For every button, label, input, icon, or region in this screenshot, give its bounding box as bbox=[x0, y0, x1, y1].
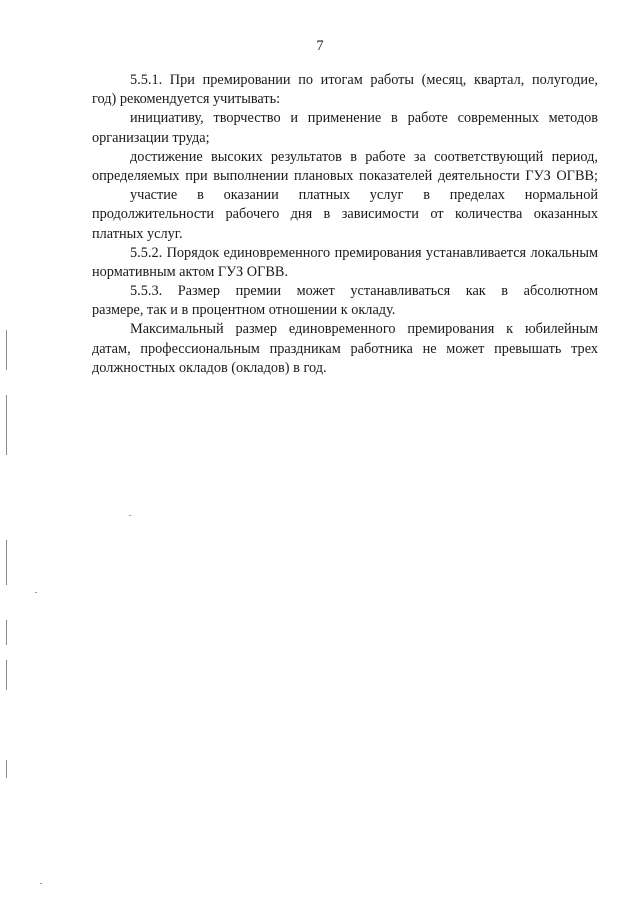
page-number: 7 bbox=[316, 38, 324, 54]
text-line: нормативным актом ГУЗ ОГВВ. bbox=[92, 263, 289, 280]
scan-artifact bbox=[6, 540, 7, 585]
scan-artifact bbox=[40, 883, 42, 884]
document-body bbox=[92, 71, 598, 378]
scan-artifact bbox=[6, 660, 7, 690]
scan-artifact bbox=[6, 330, 7, 370]
text-line: достижение высоких результатов в работе за соответствующий период, bbox=[130, 148, 598, 165]
text-line: участие в оказании платных услуг в пределах нормальной bbox=[130, 187, 598, 204]
text-line: 5.5.3. Размер премии может устанавливаться как в абсолютном bbox=[130, 283, 598, 300]
scan-artifact bbox=[6, 620, 7, 645]
text-line: платных услуг. bbox=[92, 225, 183, 242]
text-line: 5.5.2. Порядок единовременного премирования устанавливается локальным bbox=[130, 244, 598, 261]
text-line: датам, профессиональным праздникам работника не может превышать трех bbox=[92, 340, 598, 357]
text-line: организации труда; bbox=[92, 129, 210, 146]
text-line: 5.5.1. При премировании по итогам работы (месяц, квартал, полугодие, bbox=[130, 72, 598, 88]
scan-artifact bbox=[35, 592, 37, 593]
scan-artifact bbox=[6, 395, 7, 455]
text-line: инициативу, творчество и применение в работе современных методов bbox=[130, 110, 598, 127]
text-line: Максимальный размер единовременного премирования к юбилейным bbox=[130, 321, 598, 338]
text-line: должностных окладов (окладов) в год. bbox=[92, 359, 327, 376]
text-line: продолжительности рабочего дня в зависимости от количества оказанных bbox=[92, 206, 598, 223]
text-line: размере, так и в процентном отношении к окладу. bbox=[92, 302, 396, 319]
scan-artifact bbox=[129, 515, 131, 516]
text-line: год) рекомендуется учитывать: bbox=[92, 91, 281, 108]
scan-artifact bbox=[6, 760, 7, 778]
text-line: определяемых при выполнении плановых показателей деятельности ГУЗ ОГВВ; bbox=[92, 167, 598, 184]
